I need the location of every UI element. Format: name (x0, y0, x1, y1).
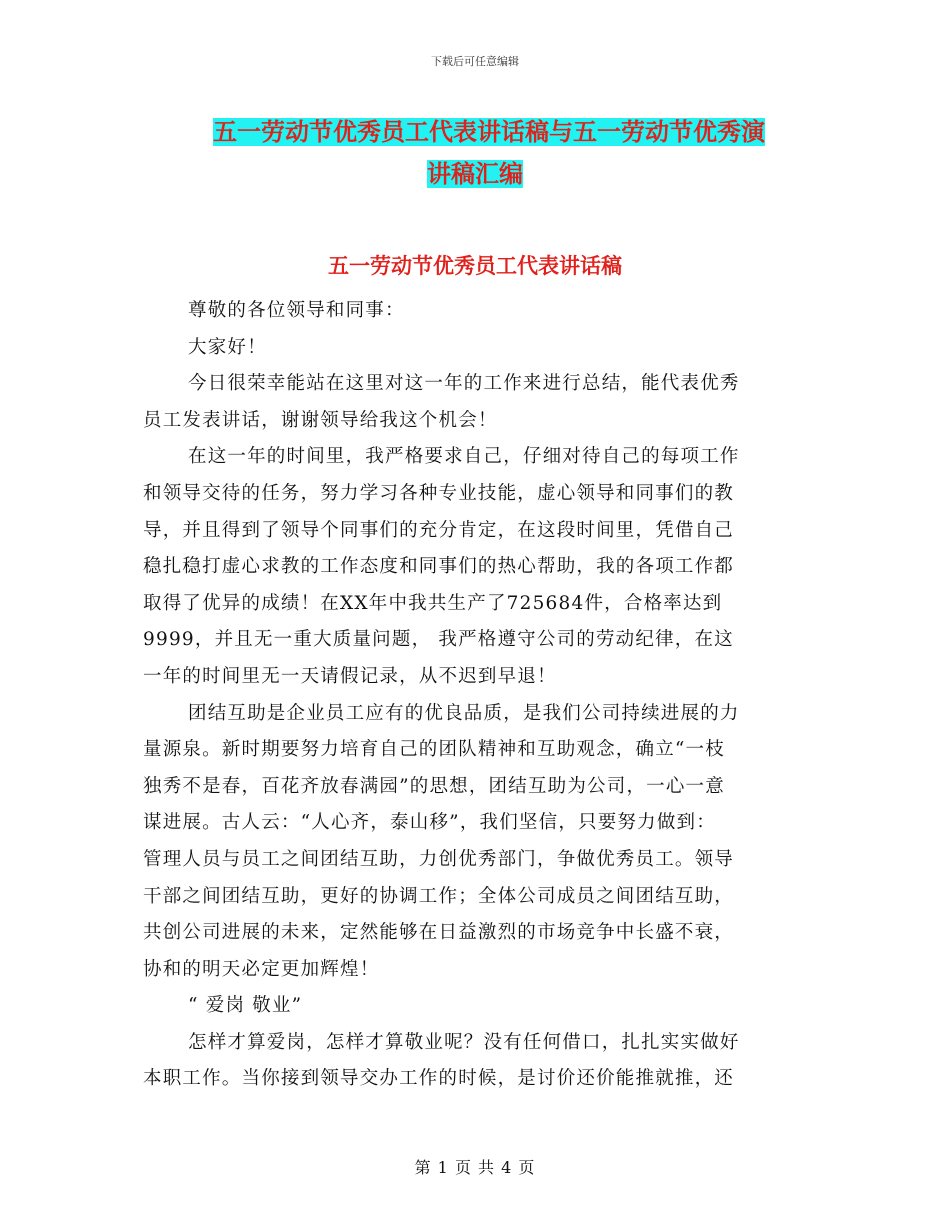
text-line: 谋进展。古人云：“人心齐，泰山移”，我们坚信，只要努力做到： (143, 812, 716, 834)
text-line: 员工发表讲话，谢谢领导给我这个机会！ (143, 409, 498, 431)
text-line: 稳扎稳打虚心求教的工作态度和同事们的热心帮助，我的各项工作都 (143, 556, 735, 578)
body-text (143, 293, 803, 1098)
text-line: 今日很荣幸能站在这里对这一年的工作来进行总结，能代表优秀 (188, 373, 740, 395)
text-line: “ 爱岗 敬业” (188, 995, 303, 1017)
text-line: 团结互助是企业员工应有的优良品质，是我们公司持续进展的力 (188, 702, 740, 724)
text-line: 在这一年的时间里，我严格要求自己，仔细对待自己的每项工作 (188, 446, 740, 468)
document-title-line-2 (0, 157, 950, 191)
text-line: 大家好！ (188, 336, 267, 358)
title-highlight-1: 五一劳动节优秀员工代表讲话稿与五一劳动节优秀演 (213, 118, 765, 146)
section-title: 五一劳动节优秀员工代表讲话稿 (328, 254, 622, 278)
header-note: 下载后可任意编辑 (431, 55, 519, 68)
text-line: 管理人员与员工之间团结互助，力创优秀部门，争做优秀员工。领导 (143, 848, 735, 870)
text-line: 导，并且得到了领导个同事们的充分肯定，在这段时间里，凭借自己 (143, 519, 735, 541)
text-line: 共创公司进展的未来，定然能够在日益激烈的市场竞争中长盛不衰， (143, 922, 735, 944)
text-line: 本职工作。当你接到领导交办工作的时候，是讨价还价能推就推，还 (143, 1068, 735, 1090)
text-line: 一年的时间里无一天请假记录，从不迟到早退！ (143, 665, 557, 687)
text-line: 取得了优异的成绩！在XX年中我共生产了725684件，合格率达到 (143, 592, 723, 614)
text-line: 干部之间团结互助，更好的协调工作；全体公司成员之间团结互助， (143, 885, 735, 907)
text-line: 怎样才算爱岗，怎样才算敬业呢？没有任何借口，扎扎实实做好 (188, 1031, 740, 1053)
page-footer: 第 1 页 共 4 页 (414, 1158, 536, 1177)
text-line: 独秀不是春，百花齐放春满园”的思想，团结互助为公司，一心一意 (143, 775, 725, 797)
text-line: 协和的明天必定更加辉煌！ (143, 958, 380, 980)
text-line: 和领导交待的任务，努力学习各种专业技能，虚心领导和同事们的教 (143, 482, 735, 504)
text-line: 量源泉。新时期要努力培育自己的团队精神和互助观念，确立“一枝 (143, 739, 725, 761)
text-line: 9999，并且无一重大质量问题， 我严格遵守公司的劳动纪律，在这 (143, 629, 734, 651)
text-line: 尊敬的各位领导和同事： (188, 300, 405, 321)
document-title-line-1 (0, 115, 950, 149)
title-highlight-2: 讲稿汇编 (427, 160, 523, 188)
